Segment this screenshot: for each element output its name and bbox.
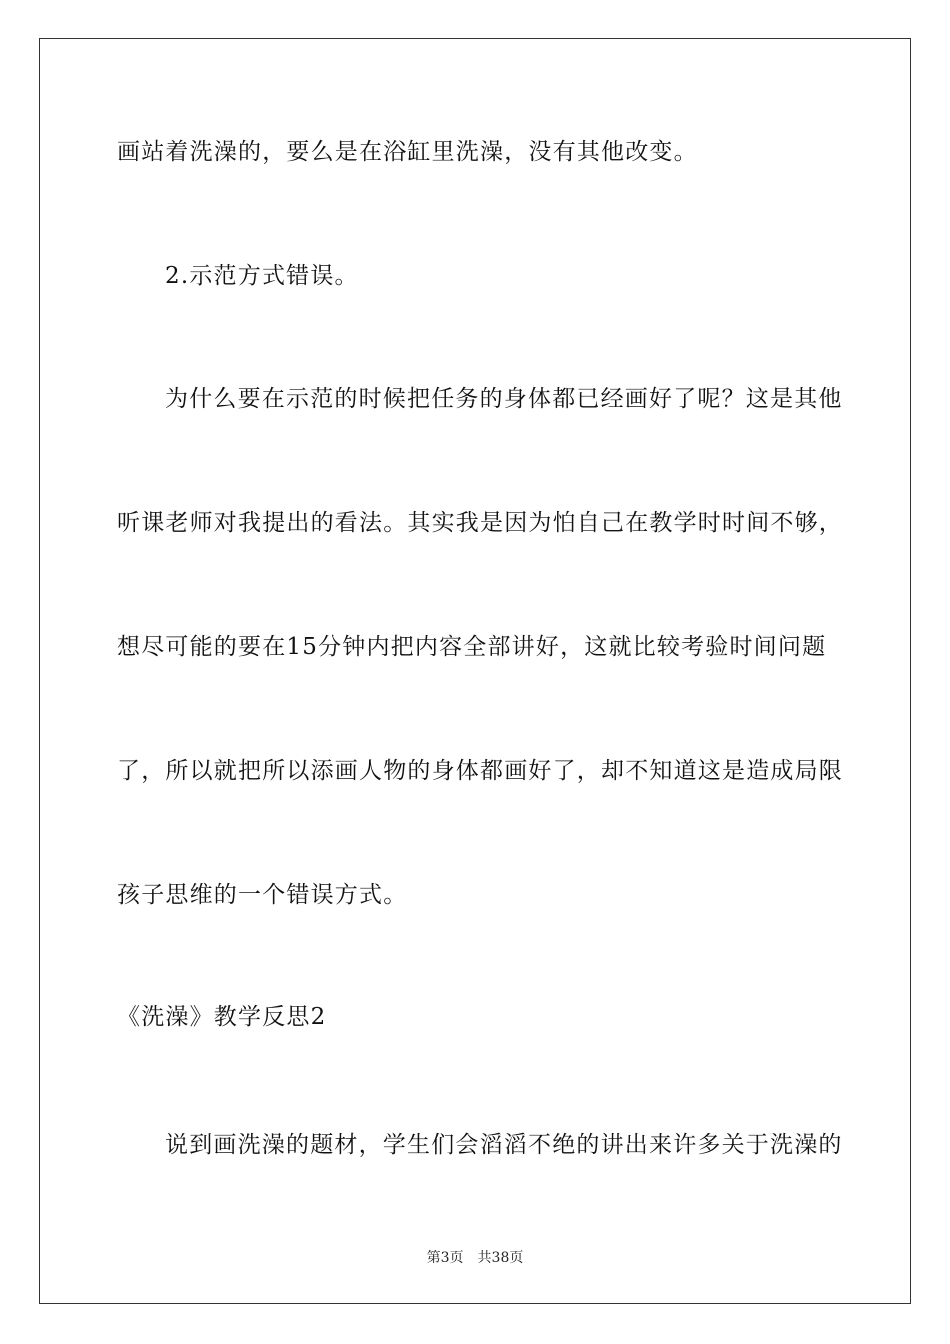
body-text-line: 孩子思维的一个错误方式。 [117,882,408,908]
page-footer [0,1248,950,1268]
total-pages: 共38页 [477,1250,524,1266]
page-number: 第3页 [426,1250,464,1266]
page-border [39,38,911,1304]
body-text-line: 为什么要在示范的时候把任务的身体都已经画好了呢？这是其他 [165,386,843,412]
body-text-line: 想尽可能的要在15分钟内把内容全部讲好，这就比较考验时间问题 [117,634,827,660]
body-text-line: 了，所以就把所以添画人物的身体都画好了，却不知道这是造成局限 [117,758,843,784]
body-text-line: 说到画洗澡的题材，学生们会滔滔不绝的讲出来许多关于洗澡的 [165,1132,843,1158]
section-heading: 2.示范方式错误。 [165,263,359,289]
article-title: 《洗澡》教学反思2 [117,1004,327,1030]
body-text-line: 听课老师对我提出的看法。其实我是因为怕自己在教学时时间不够， [117,510,843,536]
body-text-line: 画站着洗澡的，要么是在浴缸里洗澡，没有其他改变。 [117,139,698,165]
